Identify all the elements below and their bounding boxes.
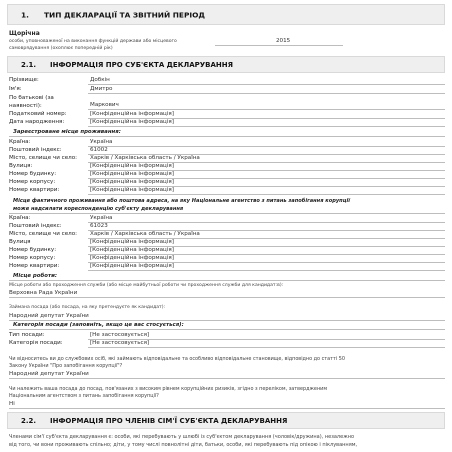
q2-answer: Ні xyxy=(9,401,15,407)
declaration-desc-line1: особи, уповноваженої на виконання функцій держави або місцевого xyxy=(9,39,177,44)
residence-heading: Зареєстроване місце проживання: xyxy=(13,129,121,135)
position-category-underline xyxy=(88,347,445,348)
act-corpus-label: Номер корпусу: xyxy=(9,255,56,261)
section-1-number: 1. xyxy=(21,10,29,19)
position-category-value: [Не застосовується] xyxy=(90,340,150,346)
work-underline xyxy=(9,297,445,298)
res-apt-label: Номер квартири: xyxy=(9,187,60,193)
res-country-label: Країна: xyxy=(9,139,31,145)
res-country-underline xyxy=(88,146,445,147)
res-city-value: Харків / Харківська область / Україна xyxy=(90,155,200,161)
act-apt-underline xyxy=(88,270,445,271)
section-2-2-title: ІНФОРМАЦІЯ ПРО ЧЛЕНІВ СІМ'Ї СУБ'ЄКТА ДЕКЛАРУВАННЯ xyxy=(50,416,288,425)
act-country-underline xyxy=(88,222,445,223)
position-type-label: Тип посади: xyxy=(9,332,45,338)
actual-heading-rule xyxy=(9,213,445,214)
name-value: Дмитро xyxy=(90,86,113,92)
category-heading: Категорія посади (заповніть, якщо це вас стосується): xyxy=(13,322,184,328)
year-underline xyxy=(215,45,343,46)
res-apt-underline xyxy=(88,194,445,195)
res-house-value: [Конфіденційна інформація] xyxy=(90,171,174,177)
act-country-value: Україна xyxy=(90,215,113,221)
q1-line2: Закону України "Про запобігання корупції"? xyxy=(9,363,123,369)
surname-underline xyxy=(88,84,445,85)
position-underline xyxy=(9,320,445,321)
q1-line1: Чи відноситесь ви до службових осіб, які займають відповідальне та особливо відповідальне становище, відповідно до статті 50 xyxy=(9,356,345,362)
section-2-1-header xyxy=(7,56,445,73)
res-corpus-label: Номер корпусу: xyxy=(9,179,56,185)
declaration-year: 2015 xyxy=(276,38,291,44)
declaration-desc-line2: самоврядування (охоплює попередній рік) xyxy=(9,46,113,51)
declaration-type: Щорічна xyxy=(9,30,40,37)
res-street-value: [Конфіденційна інформація] xyxy=(90,163,174,169)
res-zip-label: Поштовий індекс: xyxy=(9,147,62,153)
tax-number-label: Податковий номер: xyxy=(9,111,67,117)
res-country-value: Україна xyxy=(90,139,113,145)
birth-date-label: Дата народження: xyxy=(9,119,65,125)
section-2-2-header xyxy=(7,412,445,429)
section-1-title: ТИП ДЕКЛАРАЦІЇ ТА ЗВІТНИЙ ПЕРІОД xyxy=(44,10,205,19)
surname-label: Прізвище: xyxy=(9,77,39,83)
res-apt-value: [Конфіденційна інформація] xyxy=(90,187,174,193)
act-zip-value: 61023 xyxy=(90,223,108,229)
category-heading-rule xyxy=(9,329,445,330)
family-line2: від того, чи вони проживають спільно; діти, у тому числі повнолітні діти, батьки, особи, які перебувають під опікою і піклуванням, xyxy=(9,442,358,448)
patronymic-underline xyxy=(88,109,445,110)
patronymic-label-line1: По батькові (за xyxy=(9,95,54,101)
surname-value: Добкін xyxy=(90,77,110,83)
work-heading-rule xyxy=(9,280,445,281)
section-2-1-number: 2.1. xyxy=(21,60,37,69)
work-value: Верховна Рада України xyxy=(9,290,78,296)
res-corpus-value: [Конфіденційна інформація] xyxy=(90,179,174,185)
act-zip-label: Поштовий індекс: xyxy=(9,223,62,229)
act-house-value: [Конфіденційна інформація] xyxy=(90,247,174,253)
name-label: Ім'я: xyxy=(9,86,22,92)
act-country-label: Країна: xyxy=(9,215,31,221)
work-desc: Місце роботи або проходження служби (або місце майбутньої роботи чи проходження служби для кандидат:в): xyxy=(9,283,284,288)
act-city-label: Місто, селище чи село: xyxy=(9,231,78,237)
act-apt-label: Номер квартири: xyxy=(9,263,60,269)
act-apt-value: [Конфіденційна інформація] xyxy=(90,263,174,269)
birth-date-value: [Конфіденційна інформація] xyxy=(90,119,174,125)
position-type-value: [Не застосовується] xyxy=(90,332,150,338)
act-street-label: Вулиця xyxy=(9,239,31,245)
residence-heading-rule xyxy=(9,136,445,137)
actual-heading-line1: Місце фактичного проживання або поштова адреса, на яку Національне агентство з питань запобігання корупції xyxy=(13,198,350,204)
act-corpus-value: [Конфіденційна інформація] xyxy=(90,255,174,261)
position-category-label: Категорія посади: xyxy=(9,340,63,346)
birth-underline xyxy=(88,126,445,127)
q2-line1: Чи належить ваша посада до посад, пов'язаних з високим рівнем корупційних ризиків, згідно з переліком, затвердженим xyxy=(9,386,328,392)
q1-answer: Народний депутат України xyxy=(9,371,89,377)
section-1-header xyxy=(7,4,445,25)
position-value: Народний депутат України xyxy=(9,313,89,319)
family-line1: Членами сім'ї суб'єкта декларування є: особи, які перебувають у шлюбі із суб'єктом декларування (чоловік/дружина), незалежно xyxy=(9,434,355,440)
tax-number-value: [Конфіденційна інформація] xyxy=(90,111,174,117)
act-street-value: [Конфіденційна інформація] xyxy=(90,239,174,245)
patronymic-label-line2: наявності): xyxy=(9,103,42,109)
res-house-label: Номер будинку: xyxy=(9,171,57,177)
q1-underline xyxy=(9,378,445,379)
res-zip-value: 61002 xyxy=(90,147,108,153)
section-2-2-number: 2.2. xyxy=(21,416,37,425)
work-heading: Місце роботи: xyxy=(13,273,58,279)
patronymic-value: Маркович xyxy=(90,102,119,108)
res-city-label: Місто, селище чи село: xyxy=(9,155,78,161)
q2-underline xyxy=(9,408,445,409)
res-street-label: Вулиця: xyxy=(9,163,33,169)
position-desc: Займана посада (або посада, на яку претендуєте як кандидат): xyxy=(9,305,166,310)
act-house-label: Номер будинку: xyxy=(9,247,57,253)
q2-line2: Національним агентством з питань запобігання корупції? xyxy=(9,393,159,399)
act-city-value: Харків / Харківська область / Україна xyxy=(90,231,200,237)
name-underline xyxy=(88,93,445,94)
actual-heading-line2: може надсилати кореспонденцію суб'єкту декларування xyxy=(13,206,184,212)
section-2-1-title: ІНФОРМАЦІЯ ПРО СУБ'ЄКТА ДЕКЛАРУВАННЯ xyxy=(50,60,234,69)
